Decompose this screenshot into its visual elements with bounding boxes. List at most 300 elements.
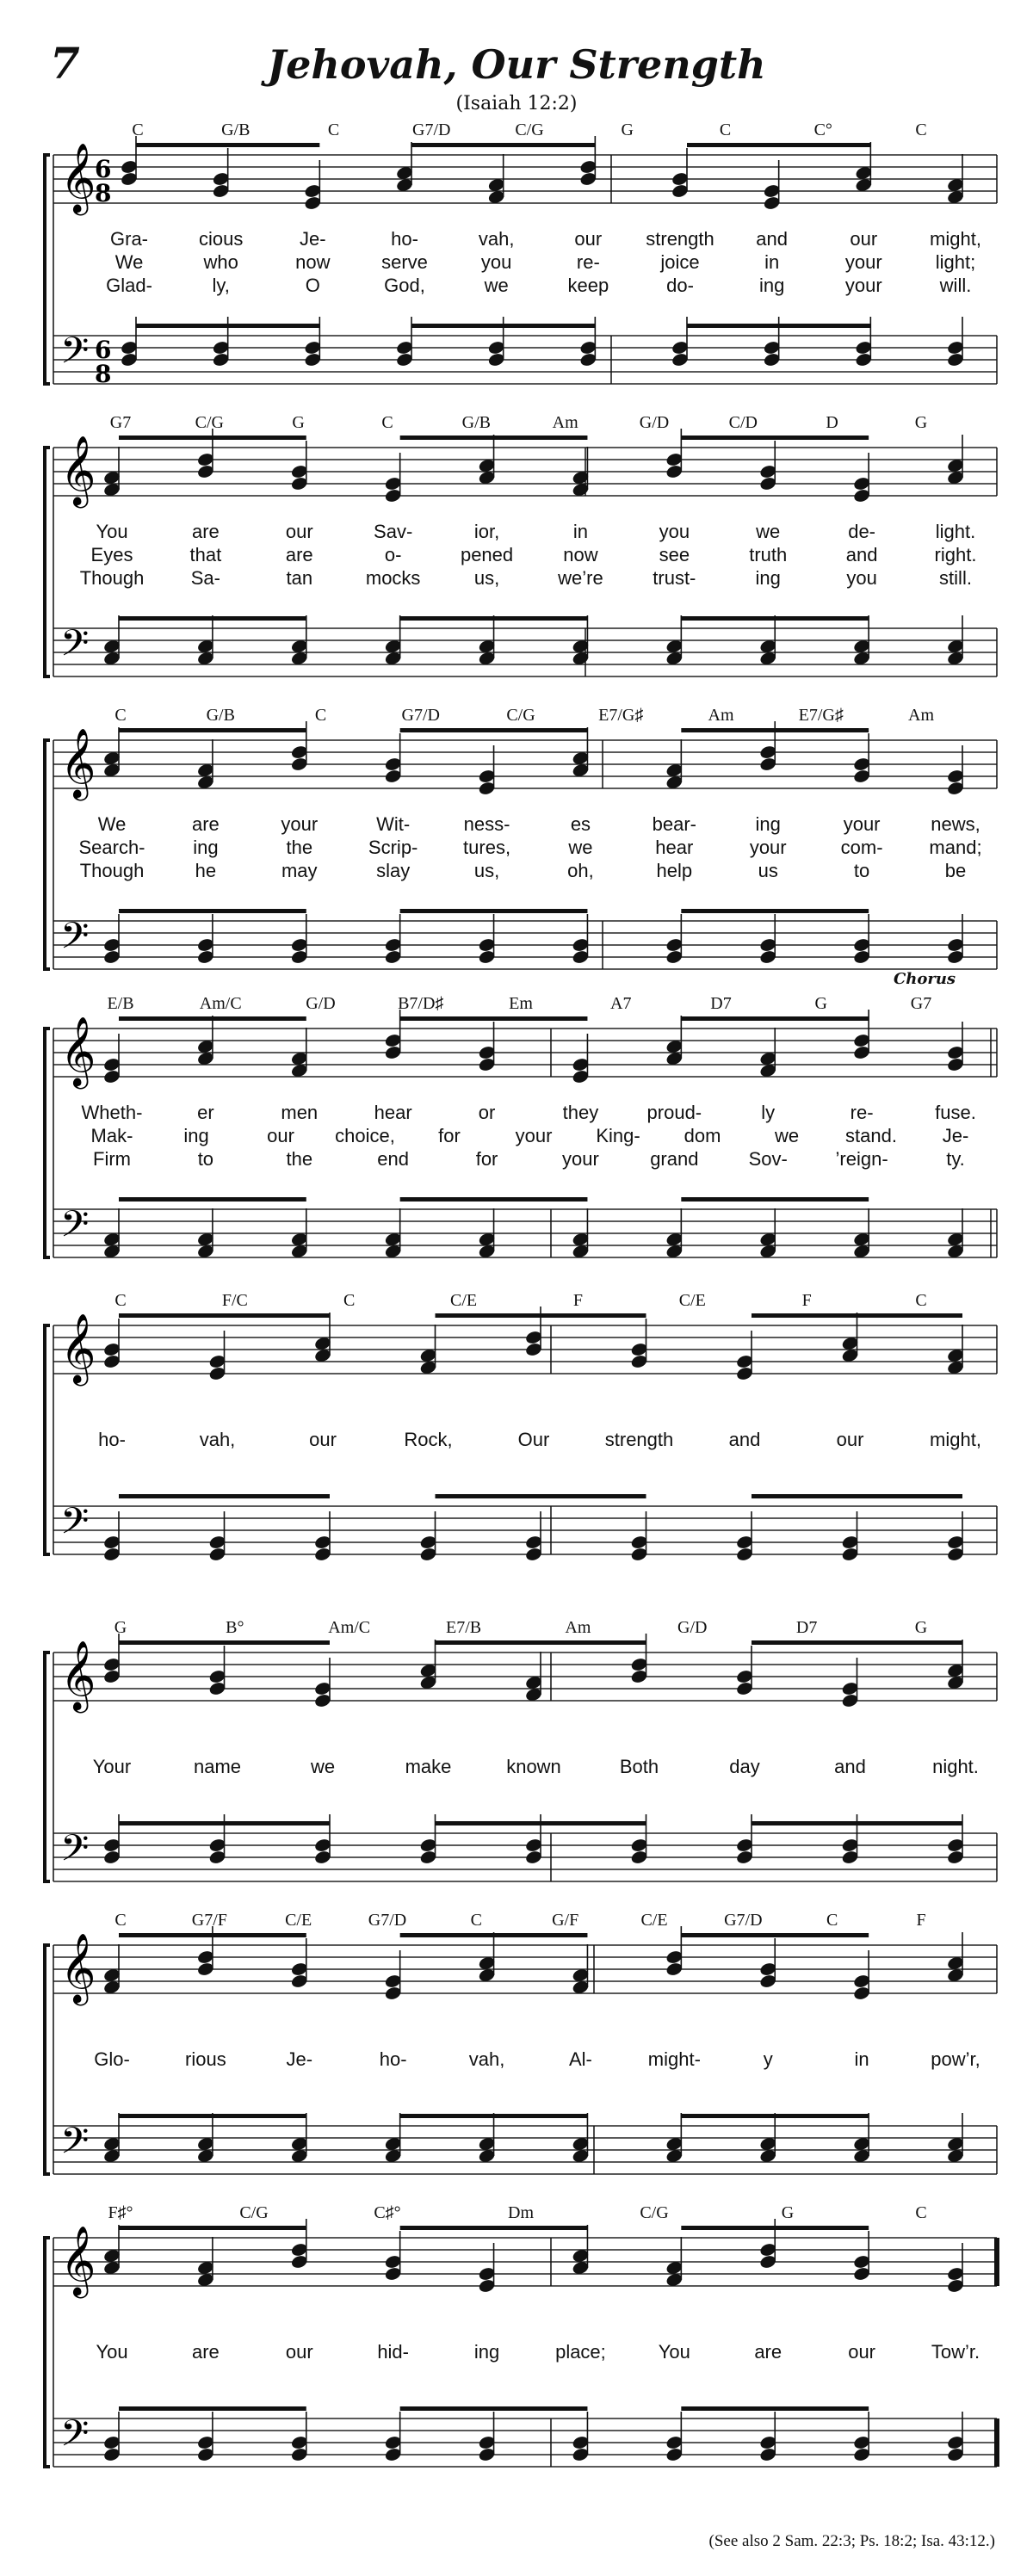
staff-graphic bbox=[0, 1291, 1033, 1575]
lyric-syllable: we bbox=[484, 275, 509, 296]
lyric-syllable: strength bbox=[646, 228, 714, 250]
chord-symbol: C/G bbox=[195, 413, 224, 432]
lyric-syllable: pow’r, bbox=[931, 2048, 980, 2070]
lyric-syllable: ho- bbox=[391, 228, 418, 250]
lyric-syllable: news, bbox=[931, 813, 980, 835]
lyric-syllable: in bbox=[764, 251, 780, 273]
system-bracket bbox=[45, 1945, 50, 2174]
lyric-syllable: choice, bbox=[335, 1125, 395, 1146]
lyric-syllable: Sov- bbox=[748, 1148, 788, 1170]
lyric-syllable: Sav- bbox=[374, 521, 413, 542]
lyric-syllable: We bbox=[97, 813, 127, 835]
chord-symbol: C/E bbox=[450, 1291, 478, 1310]
system-bracket bbox=[45, 155, 50, 384]
chord-symbol: G/B bbox=[206, 706, 235, 725]
lyric-syllable: we bbox=[774, 1125, 800, 1146]
chord-symbol: E7/B bbox=[446, 1618, 482, 1637]
lyric-syllable: us, bbox=[473, 860, 500, 881]
system-bracket bbox=[45, 2238, 50, 2467]
lyric-syllable: to bbox=[197, 1148, 214, 1170]
time-signature-top: 6 bbox=[95, 155, 112, 183]
lyric-syllable: y bbox=[763, 2048, 773, 2070]
note-beam bbox=[436, 1313, 646, 1318]
chord-symbol: F bbox=[916, 1911, 926, 1930]
lyric-syllable: Rock, bbox=[404, 1429, 453, 1450]
lyric-syllable: ho- bbox=[379, 2048, 407, 2070]
lyric-syllable: we bbox=[310, 1756, 336, 1777]
chord-symbol: G bbox=[292, 413, 305, 432]
lyric-syllable: you bbox=[480, 251, 512, 273]
lyric-syllable: for bbox=[438, 1125, 461, 1146]
treble-clef-icon: 𝄞 bbox=[60, 2225, 96, 2295]
note-beam bbox=[400, 1933, 588, 1937]
system-3 bbox=[0, 706, 1033, 990]
lyric-syllable: we bbox=[568, 837, 593, 858]
note-beam bbox=[752, 1494, 962, 1498]
chord-symbol: Am bbox=[708, 706, 734, 725]
lyric-syllable: make bbox=[405, 1756, 452, 1777]
lyric-syllable: might- bbox=[647, 2048, 701, 2070]
lyric-syllable: strength bbox=[604, 1429, 674, 1450]
lyric-syllable: who bbox=[203, 251, 238, 273]
treble-clef-icon: 𝄞 bbox=[60, 1016, 96, 1086]
chord-symbol: G bbox=[914, 1618, 928, 1637]
bass-clef-icon: 𝄢 bbox=[60, 330, 90, 381]
chord-symbol: G/D bbox=[639, 413, 670, 432]
lyric-syllable: are bbox=[191, 2341, 220, 2363]
chorus-label: Chorus bbox=[893, 970, 956, 988]
chord-symbol: C bbox=[132, 120, 144, 139]
lyric-syllable: ’reign- bbox=[835, 1148, 888, 1170]
lyric-syllable: men bbox=[281, 1102, 319, 1123]
lyric-syllable: us, bbox=[473, 567, 500, 589]
note-beam bbox=[681, 728, 869, 732]
chord-symbol: E7/G♯ bbox=[798, 706, 844, 725]
chord-symbol: C bbox=[719, 120, 732, 139]
chord-symbol: C/D bbox=[728, 413, 758, 432]
lyric-syllable: You bbox=[658, 2341, 690, 2363]
lyric-syllable: may bbox=[281, 860, 318, 881]
bass-clef-icon: 𝄢 bbox=[60, 1827, 90, 1879]
chord-symbol: C bbox=[327, 120, 340, 139]
note-beam bbox=[400, 2406, 588, 2411]
lyric-syllable: see bbox=[659, 544, 690, 565]
lyric-syllable: in bbox=[854, 2048, 869, 2070]
lyric-syllable: ness- bbox=[463, 813, 510, 835]
lyric-syllable: com- bbox=[840, 837, 883, 858]
lyric-syllable: our bbox=[574, 228, 603, 250]
lyric-syllable: Search- bbox=[78, 837, 145, 858]
chord-symbol: C/E bbox=[640, 1911, 668, 1930]
chord-symbol: C bbox=[915, 1291, 927, 1310]
time-signature-top: 6 bbox=[95, 336, 112, 364]
lyric-syllable: ing bbox=[193, 837, 219, 858]
chord-symbol: C bbox=[114, 1911, 127, 1930]
lyric-syllable: day bbox=[729, 1756, 760, 1777]
note-beam bbox=[400, 616, 588, 621]
chord-symbol: F/C bbox=[221, 1291, 248, 1310]
lyric-syllable: pened bbox=[460, 544, 514, 565]
lyric-syllable: truth bbox=[749, 544, 788, 565]
bass-clef-icon: 𝄢 bbox=[60, 1203, 90, 1255]
lyric-syllable: and bbox=[845, 544, 878, 565]
lyric-syllable: Gra- bbox=[110, 228, 148, 250]
chord-symbol: E/B bbox=[107, 994, 134, 1013]
lyric-syllable: ty. bbox=[946, 1148, 965, 1170]
system-bracket bbox=[45, 740, 50, 969]
staff-graphic bbox=[0, 2203, 1033, 2487]
chord-symbol: C bbox=[826, 1911, 838, 1930]
chord-symbol: G bbox=[621, 120, 634, 139]
chord-symbol: G bbox=[781, 2203, 795, 2222]
note-beam bbox=[119, 1016, 306, 1021]
lyric-syllable: Eyes bbox=[90, 544, 133, 565]
chord-symbol: C bbox=[314, 706, 327, 725]
chord-symbol: Am bbox=[565, 1618, 591, 1637]
lyric-syllable: us bbox=[758, 860, 778, 881]
lyric-syllable: will. bbox=[939, 275, 972, 296]
lyric-syllable: your bbox=[843, 813, 881, 835]
chord-symbol: F bbox=[801, 1291, 812, 1310]
lyric-syllable: still. bbox=[939, 567, 972, 589]
note-beam bbox=[411, 324, 595, 328]
lyric-syllable: hear bbox=[655, 837, 694, 858]
bass-clef-icon: 𝄢 bbox=[60, 1500, 90, 1552]
note-beam bbox=[119, 616, 306, 621]
note-beam bbox=[119, 2406, 306, 2411]
lyric-syllable: you bbox=[846, 567, 877, 589]
note-beam bbox=[119, 1313, 330, 1318]
lyric-syllable: are bbox=[191, 521, 220, 542]
treble-clef-icon: 𝄞 bbox=[60, 1932, 96, 2003]
lyric-syllable: trust- bbox=[653, 567, 696, 589]
note-beam bbox=[681, 1933, 869, 1937]
lyric-syllable: serve bbox=[381, 251, 428, 273]
chord-symbol: G7/D bbox=[724, 1911, 763, 1930]
note-beam bbox=[119, 1197, 306, 1202]
chord-symbol: D7 bbox=[710, 994, 732, 1013]
lyric-syllable: Je- bbox=[942, 1125, 969, 1146]
note-beam bbox=[400, 1016, 588, 1021]
song-number: 7 bbox=[50, 38, 80, 89]
lyric-syllable: You bbox=[96, 521, 128, 542]
lyric-syllable: Tow’r. bbox=[931, 2341, 980, 2363]
lyric-syllable: name bbox=[193, 1756, 242, 1777]
lyric-syllable: your bbox=[515, 1125, 553, 1146]
lyric-syllable: Wit- bbox=[376, 813, 411, 835]
lyric-syllable: our bbox=[848, 2341, 876, 2363]
chord-symbol: D bbox=[826, 413, 838, 432]
note-beam bbox=[400, 728, 588, 732]
chord-symbol: G bbox=[114, 1618, 127, 1637]
bass-clef-icon: 𝄢 bbox=[60, 2120, 90, 2171]
chord-symbol: G7 bbox=[109, 413, 132, 432]
lyric-syllable: Glad- bbox=[106, 275, 152, 296]
lyric-syllable: light; bbox=[935, 251, 976, 273]
lyric-syllable: and bbox=[756, 228, 789, 250]
lyric-syllable: o- bbox=[384, 544, 402, 565]
lyric-syllable: You bbox=[96, 2341, 128, 2363]
note-beam bbox=[119, 2114, 306, 2118]
chord-symbol: A7 bbox=[610, 994, 632, 1013]
note-beam bbox=[119, 1494, 330, 1498]
lyric-syllable: oh, bbox=[567, 860, 594, 881]
lyric-syllable: in bbox=[572, 521, 588, 542]
lyric-syllable: might, bbox=[930, 228, 981, 250]
lyric-syllable: Our bbox=[517, 1429, 550, 1450]
note-beam bbox=[119, 1933, 306, 1937]
lyric-syllable: our bbox=[285, 521, 313, 542]
note-beam bbox=[119, 2226, 306, 2230]
bass-clef-icon: 𝄢 bbox=[60, 622, 90, 674]
chord-symbol: G7/D bbox=[368, 1911, 407, 1930]
lyric-syllable: we’re bbox=[558, 567, 603, 589]
lyric-syllable: your bbox=[844, 275, 882, 296]
chord-symbol: G/F bbox=[552, 1911, 579, 1930]
note-beam bbox=[681, 2406, 869, 2411]
lyric-syllable: and bbox=[834, 1756, 866, 1777]
lyric-syllable: vah, bbox=[199, 1429, 236, 1450]
chord-symbol: C/E bbox=[678, 1291, 706, 1310]
lyric-syllable: Sa- bbox=[190, 567, 220, 589]
chord-symbol: C/G bbox=[506, 706, 535, 725]
lyric-syllable: right. bbox=[934, 544, 977, 565]
lyric-syllable: King- bbox=[596, 1125, 640, 1146]
lyric-syllable: ing bbox=[758, 275, 785, 296]
chord-symbol: C bbox=[114, 1291, 127, 1310]
chord-symbol: C/G bbox=[239, 2203, 269, 2222]
chord-symbol: F♯° bbox=[108, 2203, 133, 2222]
lyric-syllable: er bbox=[197, 1102, 214, 1123]
lyric-syllable: you bbox=[659, 521, 690, 542]
system-7 bbox=[0, 1911, 1033, 2195]
lyric-syllable: O bbox=[305, 275, 320, 296]
chord-symbol: Am/C bbox=[199, 994, 242, 1013]
lyric-syllable: ly bbox=[761, 1102, 776, 1123]
system-5 bbox=[0, 1291, 1033, 1575]
lyric-syllable: or bbox=[478, 1102, 496, 1123]
note-beam bbox=[436, 1640, 646, 1645]
lyric-syllable: known bbox=[506, 1756, 561, 1777]
lyric-syllable: joice bbox=[660, 251, 700, 273]
chord-symbol: G bbox=[814, 994, 827, 1013]
lyric-syllable: he bbox=[195, 860, 217, 881]
note-beam bbox=[436, 1494, 646, 1498]
lyric-syllable: ing bbox=[183, 1125, 209, 1146]
lyric-syllable: Scrip- bbox=[368, 837, 418, 858]
lyric-syllable: we bbox=[756, 521, 781, 542]
note-beam bbox=[681, 1016, 869, 1021]
chord-symbol: Dm bbox=[508, 2203, 534, 2222]
lyric-syllable: ing bbox=[755, 813, 781, 835]
chord-symbol: C° bbox=[813, 120, 832, 139]
note-beam bbox=[752, 1640, 962, 1645]
chord-symbol: C bbox=[915, 120, 927, 139]
chord-symbol: D7 bbox=[795, 1618, 818, 1637]
note-beam bbox=[119, 728, 306, 732]
note-beam bbox=[400, 909, 588, 913]
lyric-syllable: now bbox=[295, 251, 331, 273]
system-2 bbox=[0, 413, 1033, 697]
lyric-syllable: are bbox=[191, 813, 220, 835]
lyric-syllable: Wheth- bbox=[81, 1102, 143, 1123]
chord-symbol: C bbox=[381, 413, 393, 432]
chord-symbol: Am/C bbox=[328, 1618, 371, 1637]
note-beam bbox=[681, 2114, 869, 2118]
system-bracket bbox=[45, 1325, 50, 1554]
chord-symbol: C/E bbox=[285, 1911, 312, 1930]
lyric-syllable: are bbox=[754, 2341, 782, 2363]
lyric-syllable: our bbox=[309, 1429, 337, 1450]
chord-symbol: Em bbox=[509, 994, 533, 1013]
chord-symbol: Am bbox=[552, 413, 578, 432]
lyric-syllable: might, bbox=[930, 1429, 981, 1450]
lyric-syllable: Al- bbox=[568, 2048, 592, 2070]
lyric-syllable: your bbox=[844, 251, 882, 273]
lyric-syllable: vah, bbox=[468, 2048, 505, 2070]
chord-symbol: Am bbox=[908, 706, 934, 725]
lyric-syllable: mocks bbox=[365, 567, 421, 589]
lyric-syllable: stand. bbox=[845, 1125, 897, 1146]
chord-symbol: C♯° bbox=[374, 2203, 401, 2222]
lyric-syllable: de- bbox=[848, 521, 876, 542]
lyric-syllable: help bbox=[656, 860, 693, 881]
chord-symbol: E7/G♯ bbox=[598, 706, 644, 725]
chord-symbol: B7/D♯ bbox=[398, 994, 444, 1013]
lyric-syllable: light. bbox=[935, 521, 976, 542]
chord-symbol: C/G bbox=[640, 2203, 669, 2222]
lyric-syllable: re- bbox=[850, 1102, 874, 1123]
bass-clef-icon: 𝄢 bbox=[60, 915, 90, 967]
lyric-syllable: the bbox=[286, 837, 313, 858]
lyric-syllable: Though bbox=[79, 860, 145, 881]
note-beam bbox=[400, 1197, 588, 1202]
lyric-syllable: Je- bbox=[300, 228, 326, 250]
lyric-syllable: our bbox=[850, 228, 878, 250]
note-beam bbox=[400, 2114, 588, 2118]
note-beam bbox=[681, 2226, 869, 2230]
chord-symbol: G/B bbox=[461, 413, 491, 432]
lyric-syllable: do- bbox=[666, 275, 694, 296]
lyric-syllable: God, bbox=[384, 275, 425, 296]
note-beam bbox=[681, 436, 869, 440]
note-beam bbox=[681, 1197, 869, 1202]
song-title: Jehovah, Our Strength bbox=[267, 41, 766, 88]
lyric-syllable: for bbox=[475, 1148, 498, 1170]
lyric-syllable: fuse. bbox=[935, 1102, 976, 1123]
scripture-reference: (Isaiah 12:2) bbox=[455, 93, 578, 114]
chord-symbol: G bbox=[914, 413, 928, 432]
lyric-syllable: your bbox=[562, 1148, 599, 1170]
lyric-syllable: now bbox=[563, 544, 598, 565]
lyric-syllable: es bbox=[570, 813, 591, 835]
lyric-syllable: place; bbox=[555, 2341, 606, 2363]
chord-symbol: C bbox=[915, 2203, 927, 2222]
lyric-syllable: proud- bbox=[646, 1102, 702, 1123]
note-beam bbox=[400, 436, 588, 440]
note-beam bbox=[681, 616, 869, 621]
lyric-syllable: night. bbox=[932, 1756, 979, 1777]
treble-clef-icon: 𝄞 bbox=[60, 142, 96, 213]
note-beam bbox=[752, 1821, 962, 1825]
lyric-syllable: We bbox=[114, 251, 144, 273]
note-beam bbox=[136, 143, 319, 147]
lyric-syllable: ho- bbox=[98, 1429, 126, 1450]
note-beam bbox=[411, 143, 595, 147]
lyric-syllable: cious bbox=[198, 228, 244, 250]
system-4 bbox=[0, 970, 1033, 1278]
chord-symbol: G7/F bbox=[191, 1911, 227, 1930]
lyric-syllable: to bbox=[853, 860, 870, 881]
note-beam bbox=[687, 324, 870, 328]
note-beam bbox=[119, 436, 306, 440]
lyric-syllable: dom bbox=[684, 1125, 721, 1146]
staff-graphic bbox=[0, 413, 1033, 697]
lyric-syllable: the bbox=[286, 1148, 313, 1170]
lyric-syllable: slay bbox=[376, 860, 411, 881]
note-beam bbox=[119, 1640, 330, 1645]
bass-clef-icon: 𝄢 bbox=[60, 2412, 90, 2464]
lyric-syllable: our bbox=[836, 1429, 864, 1450]
note-beam bbox=[681, 909, 869, 913]
lyric-syllable: ing bbox=[473, 2341, 500, 2363]
lyric-syllable: hear bbox=[374, 1102, 412, 1123]
lyric-syllable: our bbox=[267, 1125, 294, 1146]
lyric-syllable: your bbox=[281, 813, 319, 835]
note-beam bbox=[436, 1821, 646, 1825]
chord-symbol: G/D bbox=[677, 1618, 708, 1637]
lyric-syllable: re- bbox=[576, 251, 600, 273]
system-bracket bbox=[45, 1029, 50, 1257]
treble-clef-icon: 𝄞 bbox=[60, 1313, 96, 1383]
lyric-syllable: ly, bbox=[212, 275, 230, 296]
lyric-syllable: they bbox=[562, 1102, 599, 1123]
lyric-syllable: vah, bbox=[478, 228, 515, 250]
chord-symbol: G7 bbox=[910, 994, 932, 1013]
lyric-syllable: grand bbox=[650, 1148, 699, 1170]
note-beam bbox=[136, 324, 319, 328]
lyric-syllable: our bbox=[285, 2341, 313, 2363]
lyric-syllable: are bbox=[285, 544, 313, 565]
lyric-syllable: bear- bbox=[652, 813, 697, 835]
lyric-syllable: that bbox=[189, 544, 222, 565]
lyric-syllable: end bbox=[377, 1148, 410, 1170]
lyric-syllable: Though bbox=[79, 567, 145, 589]
note-beam bbox=[119, 1821, 330, 1825]
treble-clef-icon: 𝄞 bbox=[60, 435, 96, 505]
note-beam bbox=[752, 1313, 962, 1318]
staff-graphic bbox=[0, 1911, 1033, 2195]
lyric-syllable: Mak- bbox=[90, 1125, 133, 1146]
lyric-syllable: keep bbox=[567, 275, 609, 296]
system-1 bbox=[0, 120, 1033, 405]
chord-symbol: C bbox=[114, 706, 127, 725]
note-beam bbox=[687, 143, 870, 147]
chord-symbol: C bbox=[343, 1291, 356, 1310]
chord-symbol: G/B bbox=[221, 120, 251, 139]
lyric-syllable: mand; bbox=[929, 837, 982, 858]
chord-symbol: C bbox=[470, 1911, 482, 1930]
system-6 bbox=[0, 1618, 1033, 1902]
footer-references: (See also 2 Sam. 22:3; Ps. 18:2; Isa. 43:12.) bbox=[708, 2532, 995, 2550]
lyric-syllable: your bbox=[749, 837, 787, 858]
note-beam bbox=[119, 909, 306, 913]
lyric-syllable: tures, bbox=[463, 837, 511, 858]
chord-symbol: G7/D bbox=[401, 706, 440, 725]
lyric-syllable: ior, bbox=[473, 521, 500, 542]
time-signature-bottom: 8 bbox=[95, 179, 112, 207]
chord-symbol: C/G bbox=[515, 120, 544, 139]
